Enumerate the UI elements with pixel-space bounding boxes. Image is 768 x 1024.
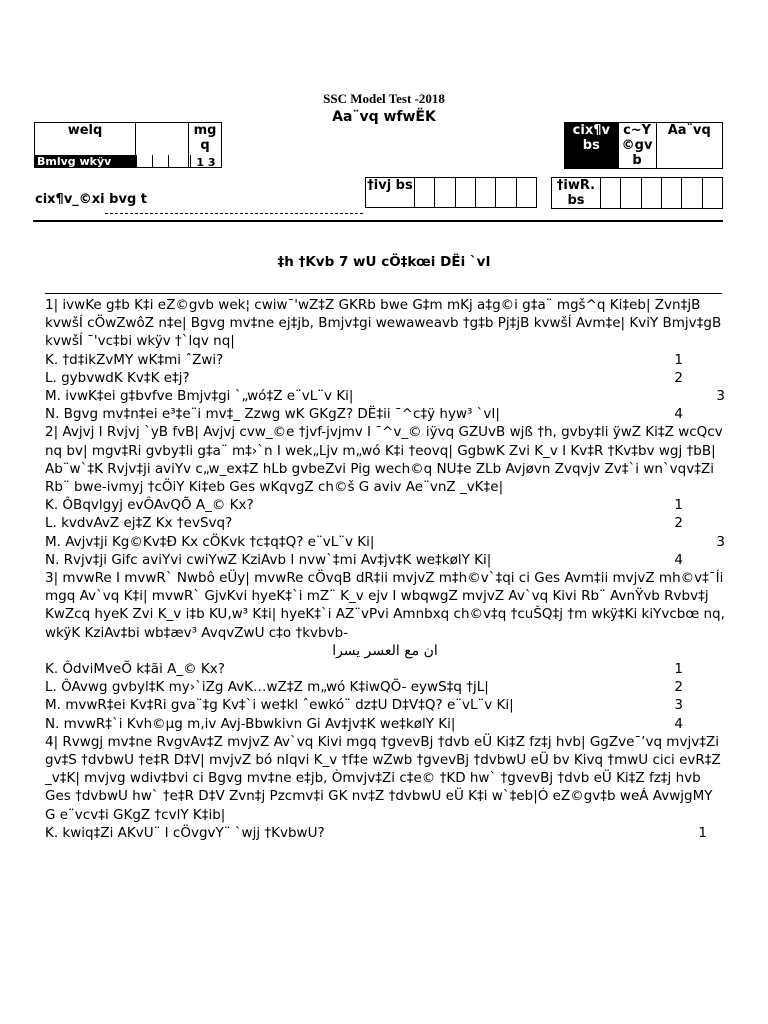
option-row [45,496,725,514]
subject-code-number: 1 3 [190,155,220,167]
full-marks-label: c~Y ©gv b [618,123,656,169]
option-text: N. Bgvg mv‡n‡ei e³‡e¨i mv‡_ Zzwg wK GKgZ? DË‡ii ¯^c‡ÿ hyw³ `vI| [45,406,500,423]
question-4-options [45,824,725,842]
chapter-label: Aa¨vq [656,123,723,169]
option-text: M. Avjv‡ji Kg©Kv‡Ð Kx cÖKvk †c‡q‡Q? e¨vL¨v Ki| [45,533,375,550]
question-2-stem: 2| Avjvj I Rvjvj `yB fvB| Avjvj cvw_©e †jvf-jvjmv I ¯^v_© iÿvq GZUvB wjß †h, gvby‡li ÿwZ Ki‡Z wcQcv nq bv| mgv‡Ri gvby‡li g‡a¨ m‡›`n I wek„Ljv m„wó K‡i †eovq| GgbwK Zvi K_v I Kv‡R †Kv‡bv wgj †bB| Ab¨w`‡K Rvjv‡ji aviYv c„w_ex‡Z hLb gvbeZvi Pig wech©q NU‡e ZLb Avjøvn Zvqvjv Zv‡`i wn`vqv‡Zi Rb¨ bwe-ivmyj †cÖiY Ki‡eb Ges wKqvgZ ch©š G aviv Ae¨vnZ _vK‡e| [45,424,723,496]
subject-name-bar: Bmlvg wkÿv [34,155,137,167]
question-1-stem: 1| ivwKe g‡b K‡i eZ©gvb wek¦ cwiw¯'wZ‡Z GKRb bwe G‡m mKj a‡g©i g‡a¨ mgš^q Ki‡eb| Zvn‡jB kvwšÍ cÖwZwôZ n‡e| Bgvg mv‡ne ej‡jb, Bmjv‡gi wewaweavb †g‡b Pj‡jB kvwšÍ Avm‡e| KviY Bmjv‡gB kvwšÍ ¯'vc‡bi wkÿv †`lqv nq| [45,297,722,350]
section-instruction: ‡h †Kvb 7 wU cÖ‡kœi DËi `vI [277,254,491,270]
question-4-stem: 4| Rvwgj mv‡ne RvgvAv‡Z mvjvZ Av`vq Kivi mgq †gvevBj †dvb eÜ Ki‡Z fz‡j hvb| GgZve¯’vq mvjv‡Zi gv‡S †dvbwU †e‡R D‡V| mvjvZ bó nIqvi K_v †f‡e wZwb †gvevBj †dvbwU eÜ bv Kivq †mwU cici evR‡Z _v‡K| mvjvg wdiv‡bvi ci Bgvg mv‡ne e‡jb, Òmvjv‡Zi c‡e© †KD hw` †gvevBj †dvb eÜ Ki‡Z fz‡j hvb Ges †dvbwU hw` †e‡R D‡V Zvn‡j Pzcmv‡i GK nv‡Z †dvbwU eÜ K‡i w`‡eb|Ó eZ©gv‡b weÁ AvwjgMY G e¨vcv‡i GKgZ †cvlY K‡ib| [45,733,721,823]
question-3-stem: 3| mvwRe I mvwR` Nwbô eÜy| mvwRe cÖvqB dR‡ii mvjvZ m‡h©v`‡qi ci Ges Avm‡ii mvjvZ mh©v‡¯Íi mgq Av`vq K‡i| mvwR` GjvKvi hyeK‡`i mZ¨ K_v ejv I wbqwgZ mvjvZ Av`vq Kivi Rb¨ AvnŸvb Rvbv‡j KwZcq hyeK Zvi K_v i‡b KU‚w³ K‡i| hyeK‡`i AZ¨vPvi Amnbxq ch©v‡q †cuŠQ‡j †m wkÿ‡Ki kiYvcbœ nq, wkÿK KziAv‡bi wb‡æv³ AvqvZwU c‡o †kvbvb- [45,570,725,641]
option-text: K. ÔdviMveÕ k‡ãi A_© Kx? [45,661,225,678]
option-text: L. kvdvAvZ ej‡Z Kx †evSvq? [45,515,233,532]
question-1-options [45,351,725,424]
option-text: K. ÔBqvlgyj evÔAvQÕ A_© Kx? [45,497,254,514]
option-text: K. kwiq‡Zi AKvU¨ I cÖvgvY¨ `wjj †KvbwU? [45,824,325,841]
option-row [45,351,725,369]
option-row [45,387,725,405]
content-divider [45,293,722,294]
roll-label: †ivj bs [366,178,415,208]
question-3-options [45,660,725,733]
option-marks: 3 [674,697,683,714]
option-row [45,369,725,387]
option-row [45,696,725,714]
exam-number-label: cix¶v bs [565,123,619,169]
roll-number-box [365,177,537,208]
option-marks: 1 [674,661,683,678]
option-row [45,678,725,696]
option-row [45,660,725,678]
header-divider [33,220,723,222]
option-marks: 1 [674,497,683,514]
subject-code-cell: mg q [189,123,222,168]
option-row [45,715,725,733]
option-marks: 3 [716,533,725,550]
option-marks: 1 [674,351,683,368]
question-2-options [45,496,725,569]
questions [45,296,725,842]
subject-title: Aa¨vq wfwËK [332,109,436,125]
examinee-name-label: cix¶v_©xi bvg t [35,192,147,207]
exam-title: SSC Model Test -2018 [323,91,445,106]
name-dotted-line [105,213,363,214]
option-marks: 2 [674,515,683,532]
option-marks: 2 [674,679,683,696]
option-text: L. ÔAvwg gvbyl‡K my›`iZg AvK…wZ‡Z m„wó K‡iwQÕ- eywS‡q †jL| [45,679,489,696]
option-text: M. ivwK‡ei g‡bvfve Bmjv‡gi `„wó‡Z e¨vL¨v Ki| [45,388,354,405]
option-marks: 4 [674,551,683,568]
question-3-verse: ان مع العسر يسرا [332,642,438,659]
option-marks: 1 [698,824,707,841]
option-row [45,405,725,423]
option-text: L. gybvwdK Kv‡K e‡j? [45,369,190,386]
option-row [45,514,725,532]
option-marks: 3 [716,388,725,405]
option-row [45,533,725,551]
subject-label: welq [35,123,136,168]
option-text: K. †d‡ikZvMY wK‡mi ˆZwi? [45,351,224,368]
option-row [45,824,725,842]
option-marks: 2 [674,369,683,386]
option-text: M. mvwR‡ei Kv‡Ri gva¨‡g Kv‡`i we‡kl ˆewkó¨ dz‡U D‡V‡Q? e¨vL¨v Ki| [45,697,514,714]
exam-number-box [564,122,723,169]
option-text: N. mvwR‡`i Kvh©µg m‚iv Avj-Bbwkivn Gi Av‡jv‡K we‡kølY Ki| [45,715,456,732]
option-text: N. Rvjv‡ji Gifc aviYvi cwiYwZ KziAvb I nvw`‡mi Av‡jv‡K we‡kølY Ki| [45,551,492,568]
option-marks: 4 [674,406,683,423]
option-row [45,551,725,569]
registration-label: †iwR. bs [552,178,601,209]
registration-number-box [551,177,723,209]
option-marks: 4 [674,715,683,732]
